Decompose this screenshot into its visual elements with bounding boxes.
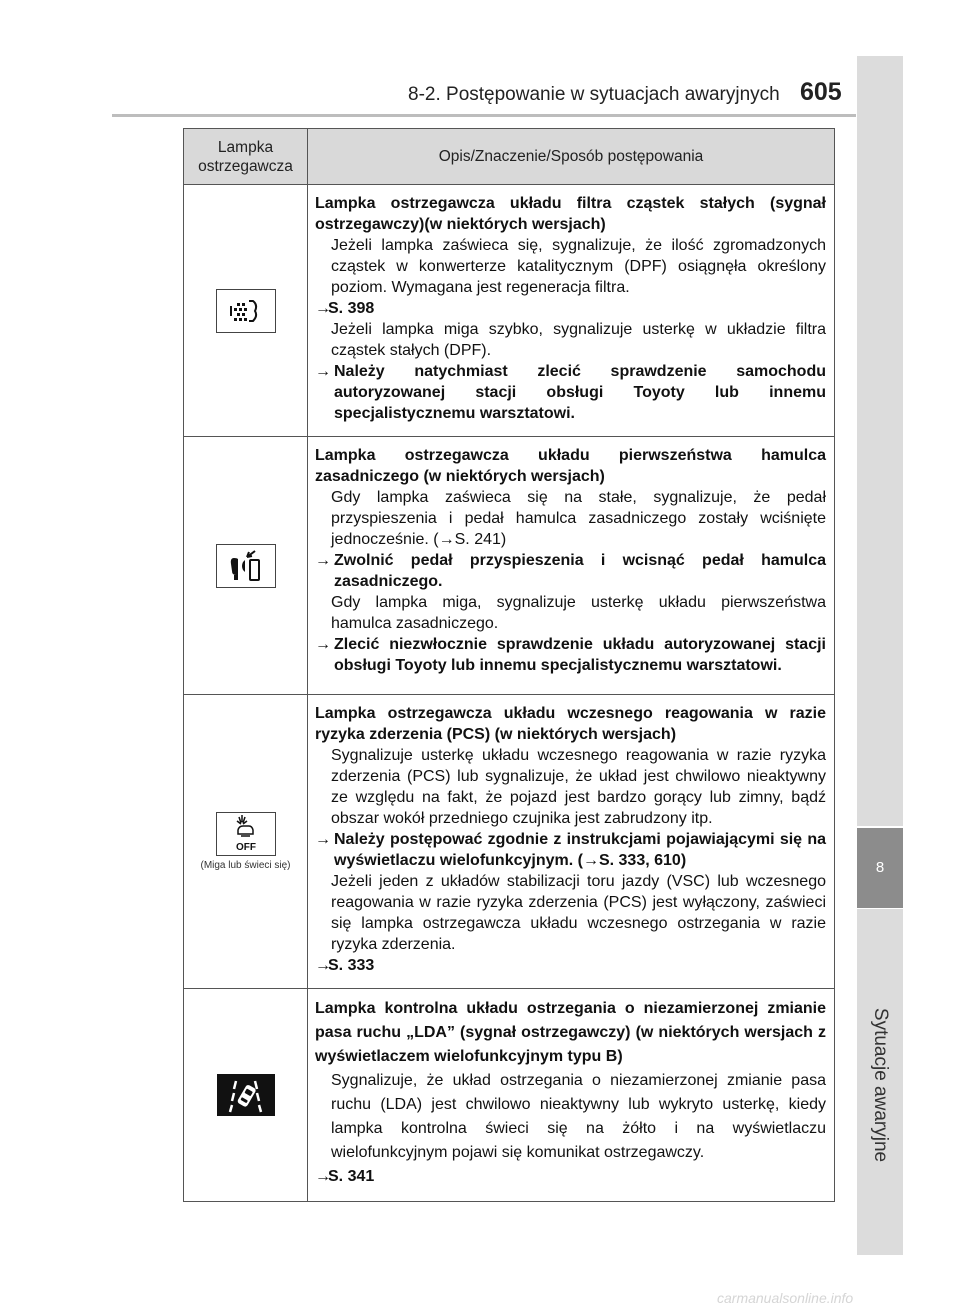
icon-cell xyxy=(184,437,308,695)
reference-link[interactable]: S. 333, 610) xyxy=(598,852,687,869)
chapter-label: Sytuacje awaryjne xyxy=(870,1007,891,1163)
item-title: Lampka ostrzegawcza układu wczesnego reagowania w razie ryzyka zderzenia (PCS) (w niektórych wersjach) xyxy=(315,705,826,743)
dpf-filter-icon xyxy=(216,289,276,333)
item-title: Lampka ostrzegawcza układu pierwszeństwa hamulca zasadniczego (w niektórych wersjach) xyxy=(315,447,826,485)
page-number: 605 xyxy=(800,78,842,106)
pcs-off-icon xyxy=(216,812,276,856)
watermark: carmanualsonline.info xyxy=(717,1290,854,1306)
icon-cell xyxy=(184,695,308,989)
item-text: Gdy lampka zaświeca się na stałe, sygnalizuje, że pedał przyspieszenia i pedał hamulca zasadniczego zostały wciśnięte jednocześnie. (→S. 241) xyxy=(331,489,826,548)
item-title: Lampka kontrolna układu ostrzegania o niezamierzonej zmianie pasa ruchu „LDA” (sygnał ostrzegawczy) (w niektórych wersjach z wyświetlaczem wielofunkcyjnym typu B) xyxy=(315,1000,826,1065)
table-row xyxy=(184,695,835,989)
arrow-icon: → xyxy=(315,1168,331,1185)
reference-link[interactable]: S. 333 xyxy=(328,957,375,974)
item-text: Sygnalizuje, że układ ostrzegania o niezamierzonej zmianie pasa ruchu (LDA) jest chwilowo nieaktywny lub wykryto usterkę, kiedy lampka kontrolna świeci się na żółto i na wyświetlaczu wielofunkcyjnym pojawi się komunikat ostrzegawczy. xyxy=(331,1072,826,1161)
table-header-row xyxy=(184,129,835,185)
section-title: 8-2. Postępowanie w sytuacjach awaryjnych xyxy=(408,84,780,105)
page-reference xyxy=(315,298,826,319)
warning-lights-table xyxy=(183,128,835,1202)
table-row xyxy=(184,437,835,695)
brake-override-icon xyxy=(216,544,276,588)
icon-caption: (Miga lub świeci się) xyxy=(200,860,291,871)
icon-off-label: OFF xyxy=(235,842,256,853)
action-step: → Należy postępować zgodnie z instrukcjami pojawiającymi się na wyświetlaczu wielofunkcyjnym. (→S. 333, 610) xyxy=(315,831,826,869)
page-reference xyxy=(315,1165,826,1189)
description-cell xyxy=(308,695,835,989)
item-text: Gdy lampka miga, sygnalizuje usterkę układu pierwszeństwa hamulca zasadniczego. xyxy=(331,594,826,632)
icon-cell xyxy=(184,989,308,1202)
arrow-icon: → xyxy=(582,852,599,869)
icon-cell xyxy=(184,185,308,437)
item-text: Jeżeli lampka zaświeca się, sygnalizuje, że ilość zgromadzonych cząstek w konwerterze katalitycznym (DPF) osiągnęła określony poziom. Wymagana jest regeneracja filtra. xyxy=(331,237,826,296)
table-row xyxy=(184,989,835,1202)
item-title: Lampka ostrzegawcza układu filtra cząstek stałych (sygnał ostrzegawczy)(w niektórych wersjach) xyxy=(315,195,826,233)
arrow-icon: → xyxy=(315,831,331,848)
reference-link[interactable]: S. 241) xyxy=(454,531,507,548)
action-step: → Zlecić niezwłocznie sprawdzenie układu autoryzowanej stacji obsługi Toyoty lub innemu specjalistycznemu warsztatowi. xyxy=(315,636,826,674)
table-row xyxy=(184,185,835,437)
arrow-icon: → xyxy=(438,531,455,548)
action-step: → Należy natychmiast zlecić sprawdzenie samochodu autoryzowanej stacji obsługi Toyoty lub innemu specjalistycznemu warsztatowi. xyxy=(315,363,826,422)
action-step: → Zwolnić pedał przyspieszenia i wcisnąć pedał hamulca zasadniczego. xyxy=(315,552,826,590)
page-reference xyxy=(315,955,826,976)
item-text: Jeżeli lampka miga szybko, sygnalizuje usterkę w układzie filtra cząstek stałych (DPF). xyxy=(331,321,826,359)
header-divider xyxy=(112,114,856,117)
description-cell xyxy=(308,185,835,437)
col-header-description: Opis/Znaczenie/Sposób postępowania xyxy=(308,129,835,185)
col-header-icon: Lampka ostrzegawcza xyxy=(184,129,308,185)
chapter-tab: 8 xyxy=(857,828,903,908)
lane-departure-icon xyxy=(217,1074,275,1116)
arrow-icon: → xyxy=(315,957,331,974)
reference-link[interactable]: S. 341 xyxy=(328,1168,375,1185)
side-band-top xyxy=(857,56,903,826)
arrow-icon: → xyxy=(315,552,331,569)
item-text: Jeżeli jeden z układów stabilizacji toru jazdy (VSC) lub wczesnego reagowania w razie ryzyka zderzenia (PCS) jest wyłączony, zaświeci się lampka ostrzegawcza układu wczesnego ostrzegania w razie ryzyka zderzenia. xyxy=(331,873,826,953)
description-cell xyxy=(308,989,835,1202)
reference-link[interactable]: S. 398 xyxy=(328,300,375,317)
arrow-icon: → xyxy=(315,300,331,317)
description-cell xyxy=(308,437,835,695)
arrow-icon: → xyxy=(315,363,331,380)
item-text: Sygnalizuje usterkę układu wczesnego reagowania w razie ryzyka zderzenia (PCS) lub sygnalizuje, że układ jest chwilowo nieaktywny ze względu na fakt, że pojazd jest bardzo gorący lub zimny, bądź obszar wokół przedniego czujnika jest zabrudzony itp. xyxy=(331,747,826,827)
arrow-icon: → xyxy=(315,636,331,653)
